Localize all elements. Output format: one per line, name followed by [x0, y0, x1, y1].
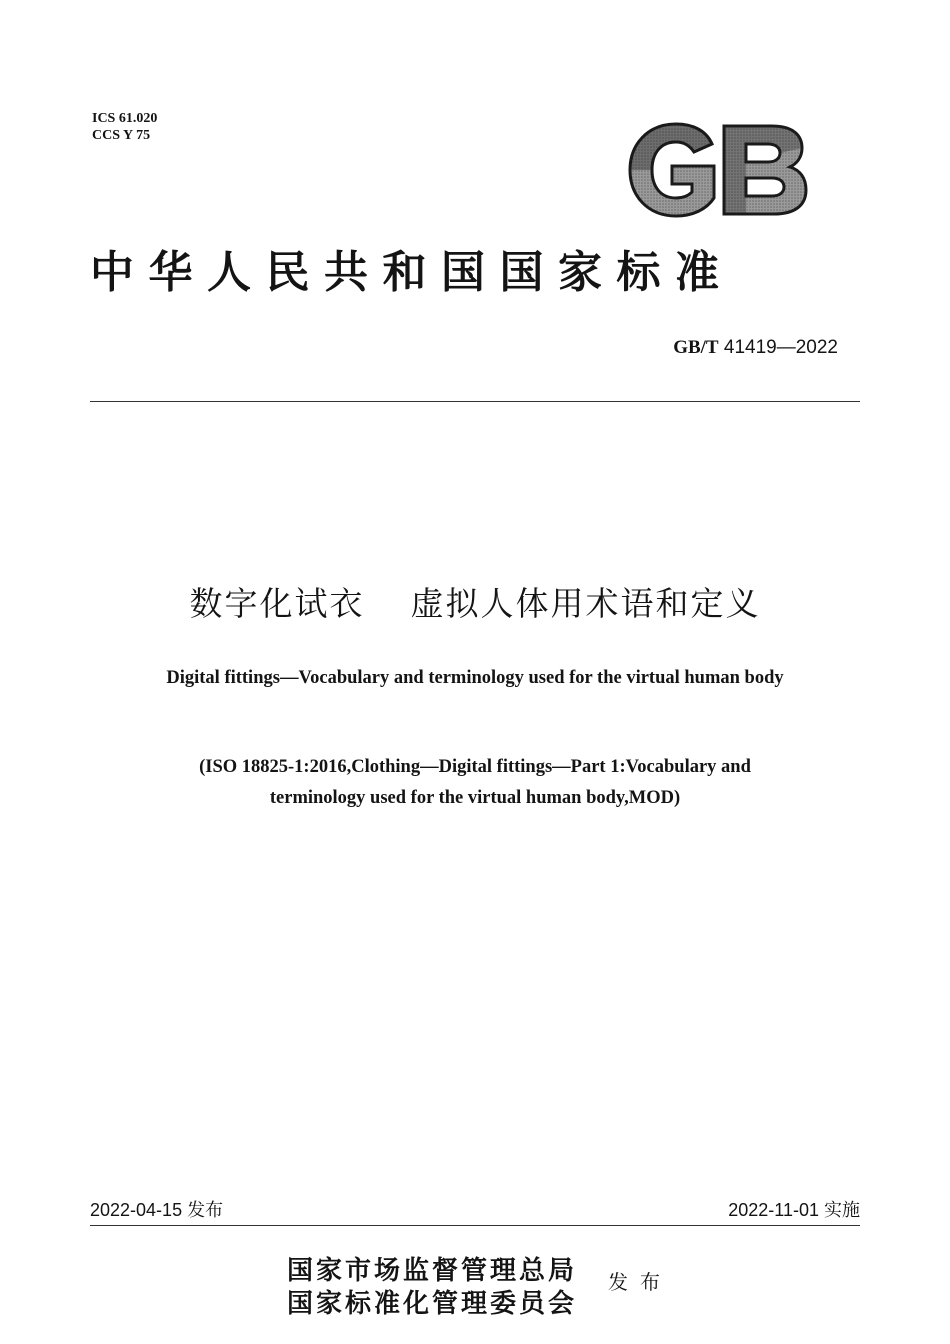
- standard-number: [673, 336, 838, 360]
- issue-date: 2022-04-15 发布: [90, 1200, 224, 1220]
- standard-title: 中华人民共和国国家标准: [90, 247, 734, 298]
- bottom-divider: [90, 1225, 860, 1226]
- english-title: Digital fittings—Vocabulary and terminology used for the virtual human body: [166, 668, 784, 688]
- publish-label: 发布: [608, 1270, 672, 1294]
- top-divider: [90, 401, 860, 402]
- adoption-line-1: (ISO 18825-1:2016,Clothing—Digital fittings—Part 1:Vocabulary and: [199, 757, 751, 777]
- gb-logo-icon: [626, 122, 808, 218]
- issuer-line-1: 国家市场监督管理总局: [287, 1256, 578, 1286]
- implementation-date: 2022-11-01 实施: [728, 1200, 860, 1220]
- chinese-title-part1: 数字化试衣: [189, 584, 365, 623]
- ics-code: ICS 61.020: [92, 111, 158, 126]
- classification-codes: [92, 110, 157, 144]
- adoption-note: [0, 752, 950, 814]
- standard-code: 41419—2022: [723, 337, 838, 358]
- chinese-title-part2: 虚拟人体用术语和定义: [410, 584, 761, 623]
- standard-prefix: GB/T: [673, 337, 719, 358]
- ccs-code: CCS Y 75: [92, 128, 151, 143]
- adoption-line-2: terminology used for the virtual human body,MOD): [269, 788, 681, 808]
- issuer-line-2: 国家标准化管理委员会: [287, 1289, 578, 1319]
- chinese-title: [0, 582, 950, 626]
